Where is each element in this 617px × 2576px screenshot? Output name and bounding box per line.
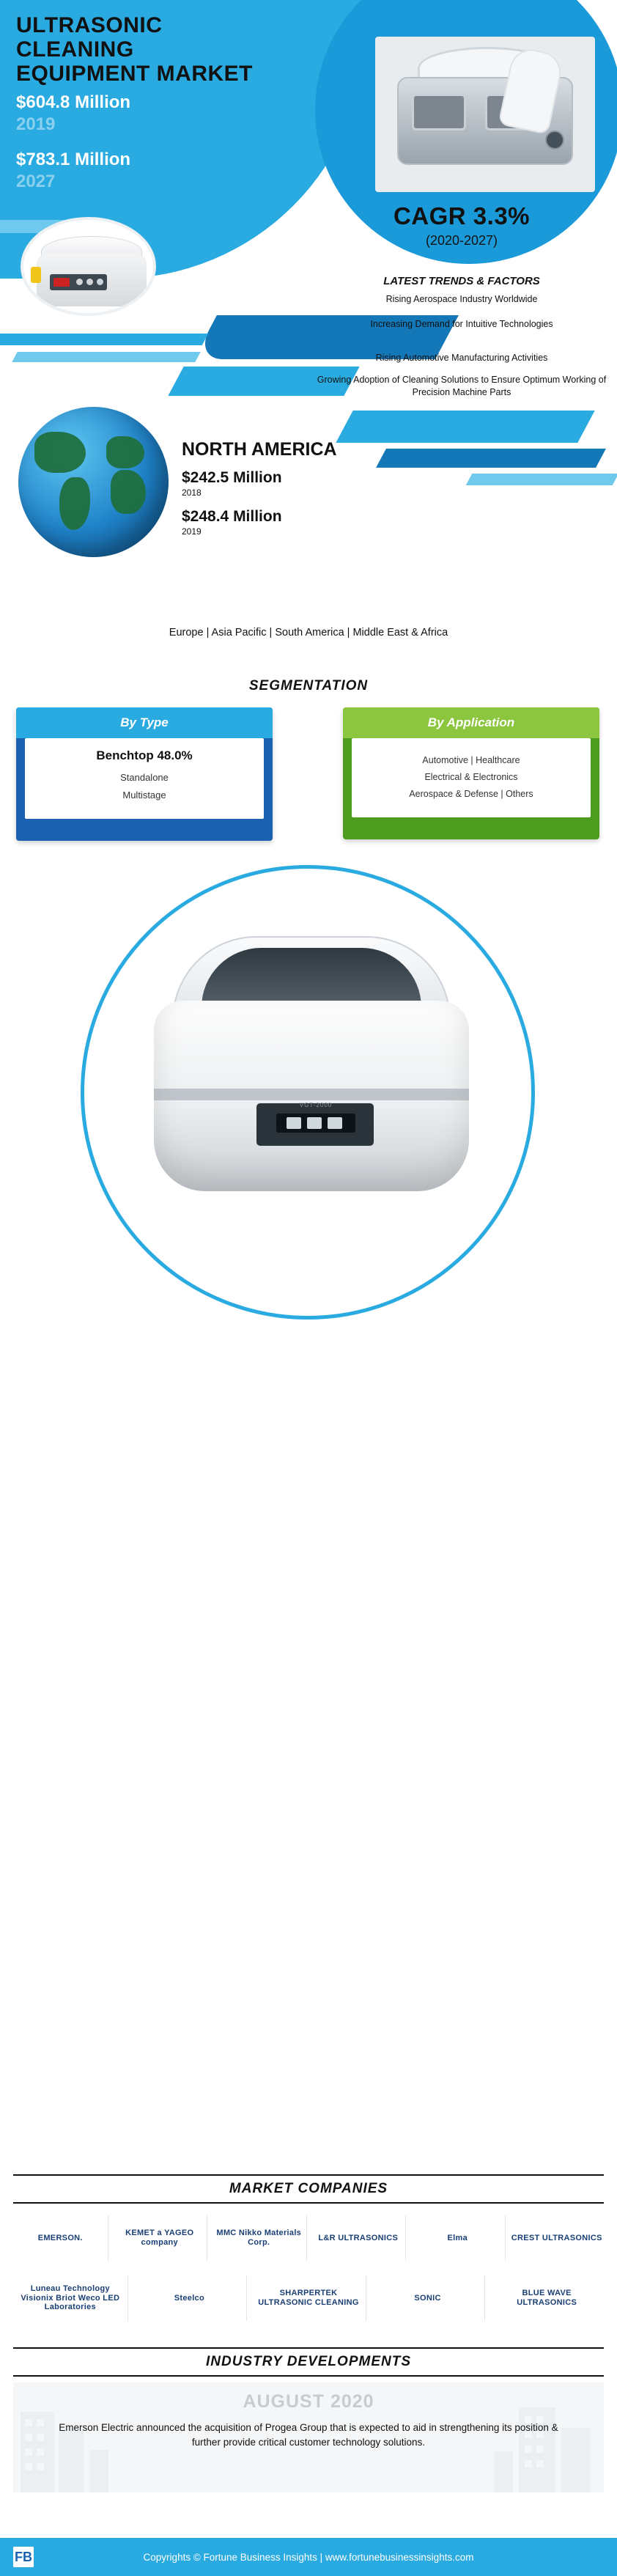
page-title: ULTRASONIC CLEANING EQUIPMENT MARKET <box>16 13 253 86</box>
oval-yellow-accent <box>31 267 41 283</box>
globe-continent-sa <box>59 477 90 530</box>
main-product-photo <box>81 865 535 1320</box>
market-value-2027-amount: $783.1 Million <box>16 150 131 169</box>
company-logo: SHARPERTEK ULTRASONIC CLEANING <box>251 2275 366 2321</box>
company-logo: BLUE WAVE ULTRASONICS <box>517 2289 577 2307</box>
market-value-2019-amount: $604.8 Million <box>16 92 131 112</box>
industry-developments-block <box>13 2382 604 2492</box>
by-application-item: Automotive | Healthcare <box>422 755 520 765</box>
brand-logo-icon: FB <box>13 2547 34 2567</box>
company-logo: Elma <box>410 2215 506 2261</box>
company-logo: Luneau Technology Visionix Briot Weco LED Laboratories <box>13 2275 128 2321</box>
decor-ribbon-1 <box>336 411 594 443</box>
region-block <box>182 440 460 537</box>
by-type-main-value: Benchtop 48.0% <box>96 748 193 762</box>
by-type-item: Standalone <box>120 772 169 783</box>
product-digit-3 <box>328 1117 342 1129</box>
market-value-2019 <box>16 92 236 135</box>
region-year-2019: 2019 <box>182 526 202 537</box>
region-year-2018: 2018 <box>182 487 202 498</box>
trend-item: Rising Automotive Manufacturing Activities <box>375 353 548 363</box>
decor-strip-5 <box>12 352 200 362</box>
by-type-body <box>25 738 264 819</box>
by-type-header: By Type <box>16 707 273 738</box>
company-logo: SONIC <box>371 2275 486 2321</box>
product-digit-1 <box>287 1117 301 1129</box>
development-text: Emerson Electric announced the acquisition of Progea Group that is expected to aid in strengthening its position & further provide critical customer technology solutions. <box>59 2422 558 2448</box>
company-logo-row <box>13 2275 604 2321</box>
photo-tub-left <box>412 94 466 130</box>
by-type-item: Multistage <box>122 790 166 801</box>
product-band <box>154 1089 469 1100</box>
globe-continent-eu <box>106 436 144 468</box>
region-value-2019: $248.4 Million <box>182 508 282 526</box>
benchtop-cleaner-photo <box>21 217 156 316</box>
by-application-item: Aerospace & Defense | Others <box>409 789 533 799</box>
oval-button-2 <box>86 279 93 285</box>
decor-ribbon-3 <box>466 474 617 485</box>
market-value-2027 <box>16 150 236 192</box>
photo-knob <box>545 130 564 150</box>
segmentation-by-application-card <box>343 707 599 839</box>
trends-heading: LATEST TRENDS & FACTORS <box>383 275 540 287</box>
decor-strip-4 <box>0 334 208 345</box>
segmentation-by-type-card <box>16 707 273 841</box>
segmentation-heading: SEGMENTATION <box>248 678 369 693</box>
cagr-value: CAGR 3.3% <box>393 202 531 229</box>
company-logo: MMC Nikko Materials Corp. <box>212 2215 307 2261</box>
product-model-label: VGT-2000 <box>299 1102 333 1108</box>
company-logo: EMERSON. <box>13 2215 108 2261</box>
globe-icon <box>18 407 169 557</box>
company-logo: L&R ULTRASONICS <box>311 2215 407 2261</box>
industry-developments-heading: INDUSTRY DEVELOPMENTS <box>13 2347 604 2377</box>
market-value-2019-year: 2019 <box>16 114 56 134</box>
cagr-period: (2020-2027) <box>425 233 498 248</box>
product-digit-2 <box>307 1117 322 1129</box>
region-value-2018: $242.5 Million <box>182 469 282 487</box>
by-application-item: Electrical & Electronics <box>424 772 518 782</box>
footer-bar <box>0 2538 617 2576</box>
company-logo: KEMET a YAGEO company <box>113 2215 208 2261</box>
cagr-block <box>315 202 608 249</box>
trend-item: Rising Aerospace Industry Worldwide <box>385 294 538 304</box>
market-value-2027-year: 2027 <box>16 172 56 191</box>
development-month: AUGUST 2020 <box>243 2391 374 2412</box>
oval-button-1 <box>76 279 83 285</box>
market-companies-heading: MARKET COMPANIES <box>13 2174 604 2204</box>
company-logo: CREST ULTRASONICS <box>511 2233 602 2242</box>
globe-continent-af <box>111 470 146 514</box>
by-application-body <box>352 738 591 817</box>
trend-item: Growing Adoption of Cleaning Solutions to Ensure Optimum Working of Precision Machine Parts <box>317 375 607 397</box>
decor-strip-1 <box>0 196 284 216</box>
other-regions-list: Europe | Asia Pacific | South America | Middle East & Africa <box>169 627 448 639</box>
oval-button-3 <box>97 279 103 285</box>
hero-product-photo <box>375 37 595 192</box>
company-logo-row <box>13 2215 604 2261</box>
region-name: NORTH AMERICA <box>182 439 337 460</box>
globe-continent-na <box>34 432 86 473</box>
trend-item: Increasing Demand for Intuitive Technologies <box>370 319 553 329</box>
footer-copyright: Copyrights © Fortune Business Insights | www.fortunebusinessinsights.com <box>143 2551 474 2563</box>
by-application-header: By Application <box>343 707 599 738</box>
oval-led-display <box>53 278 70 287</box>
company-logo: Steelco <box>133 2275 248 2321</box>
